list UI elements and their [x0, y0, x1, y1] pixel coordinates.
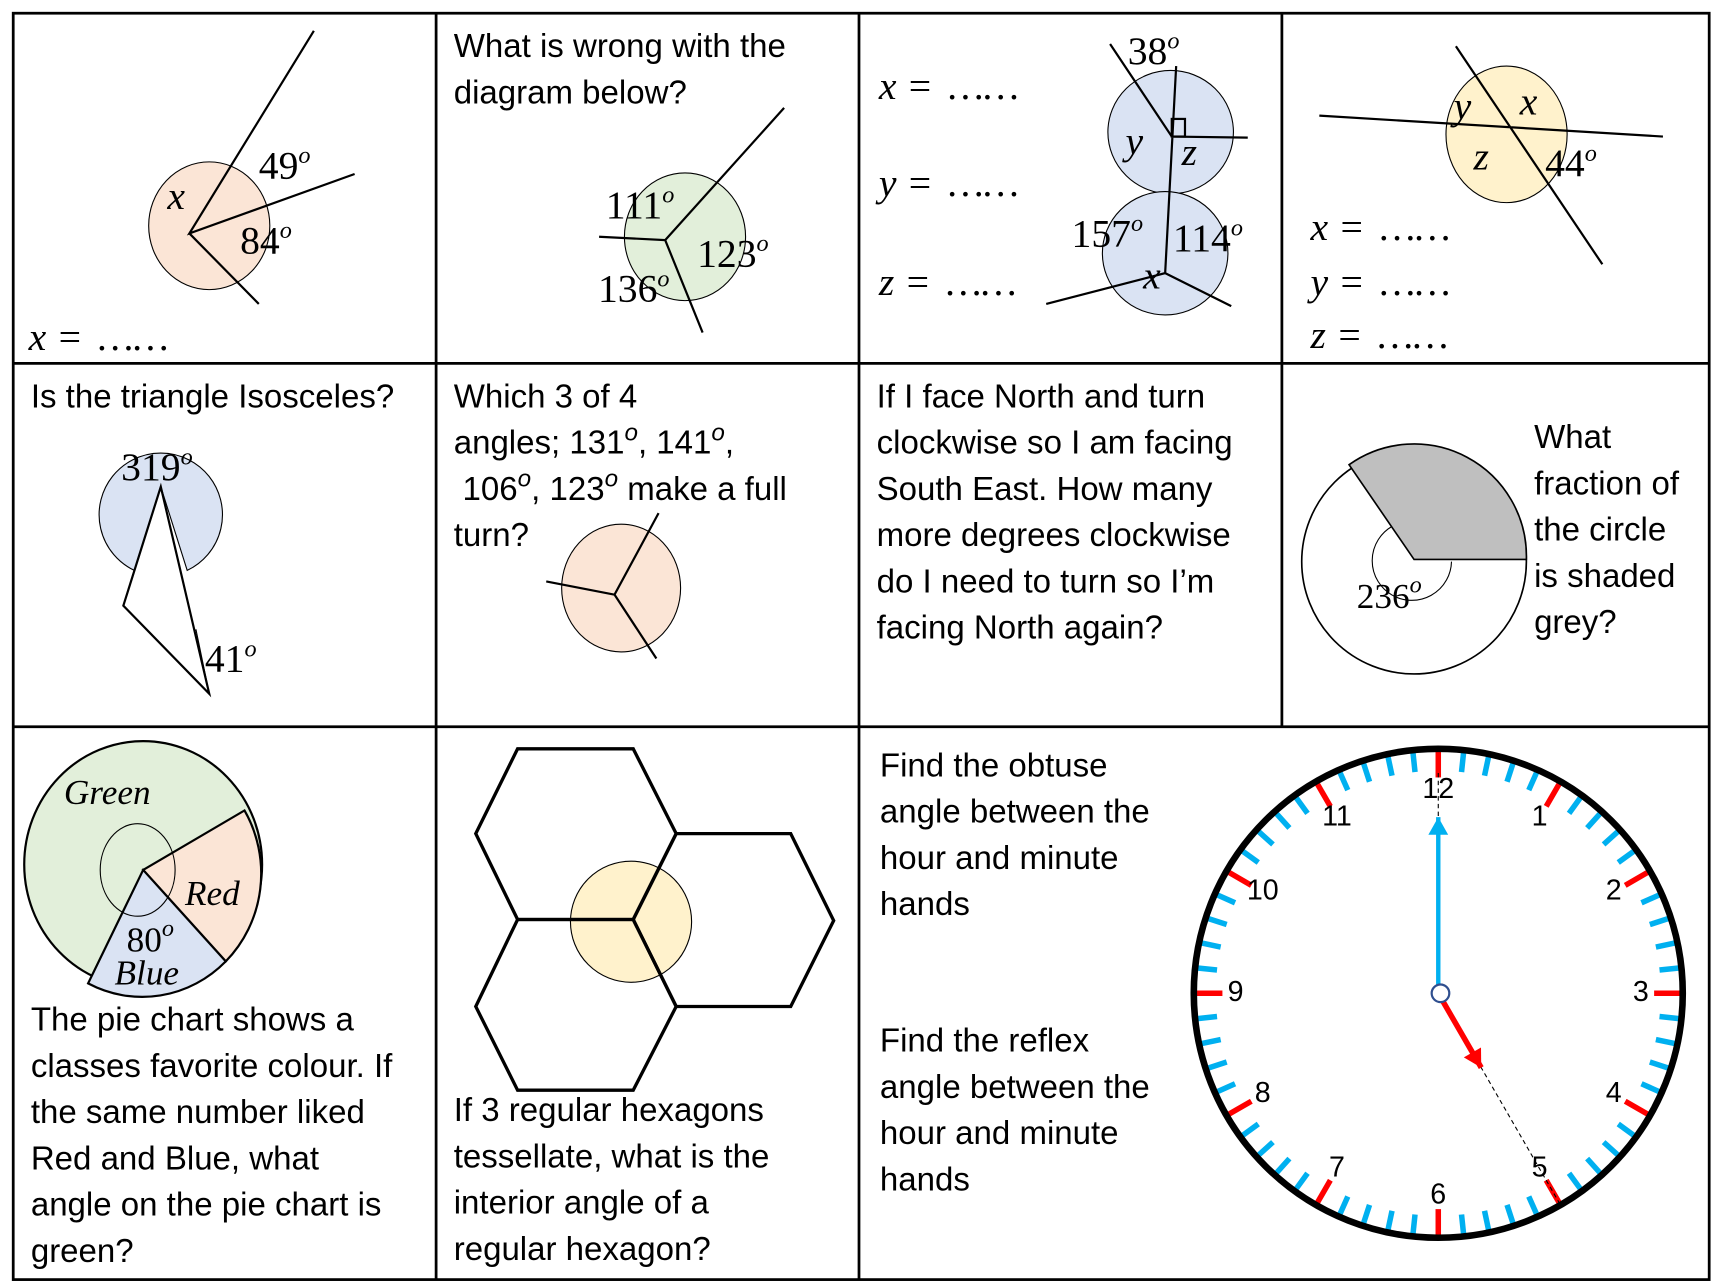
q7-question-line: clockwise so I am facing: [876, 423, 1233, 461]
clock-pivot: [1432, 984, 1450, 1002]
q11-reflex-question-line: hour and minute: [879, 1114, 1119, 1152]
clock-number: 6: [1430, 1178, 1447, 1211]
hour-tick: [1625, 871, 1650, 885]
clock-number: 3: [1632, 975, 1649, 1008]
minute-tick: [1660, 968, 1682, 970]
q3-answer-x: x = ……: [878, 64, 1019, 109]
q9-pie-chart: [24, 741, 393, 1269]
q1-x-label: x: [167, 174, 185, 219]
q4-y-label: y: [1453, 83, 1472, 128]
minute-tick: [1462, 1215, 1464, 1237]
clock-number: 11: [1322, 800, 1352, 833]
minute-tick: [1295, 1173, 1308, 1191]
q4-angle-44: 44$^o$: [1545, 139, 1597, 186]
clock-number: 7: [1328, 1151, 1345, 1184]
minute-tick: [1195, 968, 1217, 970]
minute-tick: [1604, 830, 1620, 845]
clock-number: 9: [1227, 975, 1244, 1008]
q11-reflex-question-line: angle between the: [879, 1067, 1150, 1105]
q4-z-label: z: [1473, 134, 1489, 179]
minute-tick: [1485, 754, 1490, 776]
minute-tick: [1656, 942, 1678, 947]
arrow-head-icon: [1428, 817, 1448, 835]
q5-angle-319: 319$^o$: [121, 443, 193, 490]
clock-number: 4: [1605, 1077, 1622, 1110]
q8-question-line: is shaded: [1534, 556, 1676, 594]
q10-hexagons: [454, 749, 834, 1267]
minute-tick: [1587, 812, 1602, 828]
q3-angle-114: 114$^o$: [1172, 214, 1243, 261]
q10-question-line: tessellate, what is the: [453, 1137, 770, 1175]
minute-tick: [1199, 942, 1221, 947]
minute-tick: [1604, 1142, 1620, 1157]
q9-question-line: classes favorite colour. If: [30, 1046, 393, 1084]
pie-label-red: Red: [185, 874, 240, 914]
minute-tick: [1587, 1159, 1602, 1175]
minute-tick: [1413, 1215, 1415, 1237]
minute-tick: [1656, 1040, 1678, 1045]
minute-hand: [1428, 817, 1448, 993]
minute-tick: [1339, 770, 1348, 790]
q10-question-line: regular hexagon?: [453, 1229, 711, 1267]
clock-number: 10: [1246, 874, 1279, 907]
q3-answer-y: y = ……: [878, 161, 1019, 206]
q7-compass-turn: [877, 377, 1233, 645]
q4-x-label: x: [1519, 79, 1538, 124]
q10-question-line: If 3 regular hexagons: [453, 1091, 764, 1129]
q3-x-label: x: [1143, 253, 1161, 298]
q3-y-label: y: [1125, 119, 1144, 164]
q3-z-label: z: [1181, 130, 1198, 175]
q8-question-line: the circle: [1534, 510, 1667, 548]
q7-question-line: facing North again?: [876, 608, 1163, 646]
q3-angle-38: 38$^o$: [1127, 27, 1180, 73]
minute-tick: [1195, 1017, 1217, 1019]
q2-angle-123: 123$^o$: [697, 230, 769, 276]
minute-tick: [1275, 812, 1290, 828]
minute-tick: [1569, 1173, 1582, 1191]
q11-obtuse-question-line: angle between the: [879, 792, 1150, 830]
clock-number: 5: [1531, 1151, 1548, 1184]
q4-answer-y: y = ……: [1310, 260, 1451, 305]
q8-question-line: fraction of: [1534, 464, 1680, 502]
pie-label-blue: Blue: [114, 953, 180, 993]
pie-angle-80: 80$^o$: [126, 915, 174, 960]
q5-isosceles-triangle: [31, 377, 394, 693]
clock-number: 2: [1605, 874, 1622, 907]
q6-full-turn: [454, 377, 787, 658]
q7-question-line: more degrees clockwise: [876, 516, 1231, 554]
minute-tick: [1529, 770, 1538, 790]
minute-tick: [1275, 1159, 1290, 1175]
q8-question-line: What: [1534, 418, 1612, 456]
clock-number: 1: [1531, 800, 1548, 833]
clock-number: 12: [1422, 773, 1455, 806]
q7-question-line: If I face North and turn: [876, 377, 1206, 415]
q11-obtuse-question-line: hands: [879, 885, 970, 923]
q1-answer: x = ……: [28, 315, 169, 360]
q2-question-line: diagram below?: [453, 73, 687, 111]
minute-tick: [1206, 918, 1227, 925]
q2-wrong-diagram: [454, 27, 786, 332]
hour-hand: [1438, 993, 1481, 1067]
q11-reflex-question-line: hands: [879, 1160, 970, 1198]
q4-vertically-opposite: [1307, 46, 1663, 357]
hour-tick: [1625, 1101, 1650, 1115]
minute-tick: [1206, 1062, 1227, 1069]
q1-angle-49: 49$^o$: [258, 141, 311, 188]
q2-angle-136: 136$^o$: [597, 265, 670, 311]
q2-angle-111: 111$^o$: [605, 181, 675, 228]
q7-question-line: do I need to turn so I’m: [876, 562, 1215, 600]
q4-answer-z: z = ……: [1310, 312, 1449, 357]
q9-question-line: Red and Blue, what: [30, 1139, 320, 1177]
q11-clock: [880, 746, 1683, 1237]
q4-answer-x: x = ……: [1310, 205, 1451, 250]
q3-answer-z: z = ……: [878, 260, 1017, 305]
q9-question-line: green?: [30, 1231, 134, 1269]
minute-tick: [1387, 754, 1392, 776]
q11-obtuse-question-line: hour and minute: [879, 838, 1119, 876]
minute-tick: [1199, 1040, 1221, 1045]
q3-angle-157: 157$^o$: [1071, 210, 1144, 256]
q5-question: Is the triangle Isosceles?: [30, 377, 395, 415]
q5-angle-41: 41$^o$: [204, 635, 257, 681]
q1-angle-84: 84$^o$: [240, 216, 292, 263]
q6-question-line: turn?: [453, 516, 529, 554]
hour-tick: [1546, 782, 1560, 807]
hour-tick: [1316, 1180, 1330, 1205]
minute-tick: [1660, 1017, 1682, 1019]
q7-question-line: South East. How many: [876, 469, 1213, 507]
q8-question-line: grey?: [1534, 603, 1617, 641]
q9-question-line: angle on the pie chart is: [30, 1185, 382, 1223]
q8-shaded-fraction: [1302, 418, 1680, 674]
q3-xyz-angles: [875, 27, 1248, 314]
q2-question-line: What is wrong with the: [453, 27, 786, 65]
q11-reflex-question-line: Find the reflex: [879, 1021, 1090, 1059]
q1-angles-around-point: [28, 31, 355, 359]
q9-question-line: The pie chart shows a: [30, 1000, 354, 1038]
q9-question-line: the same number liked: [30, 1093, 365, 1131]
clock-number: 8: [1254, 1077, 1271, 1110]
minute-tick: [1650, 918, 1671, 925]
q11-obtuse-question-line: Find the obtuse: [879, 746, 1108, 784]
q8-angle-236: 236$^o$: [1356, 571, 1422, 616]
q10-question-line: interior angle of a: [453, 1183, 709, 1221]
minute-tick: [1650, 1062, 1671, 1069]
pie-label-green: Green: [63, 772, 151, 812]
q6-question-line: angles; 131$^o$, 141$^o$,: [453, 419, 735, 461]
hour-tick: [1227, 1101, 1252, 1115]
q6-question-line: 106$^o$, 123$^o$ make a full: [462, 465, 787, 507]
q6-question-line: Which 3 of 4: [453, 377, 638, 415]
